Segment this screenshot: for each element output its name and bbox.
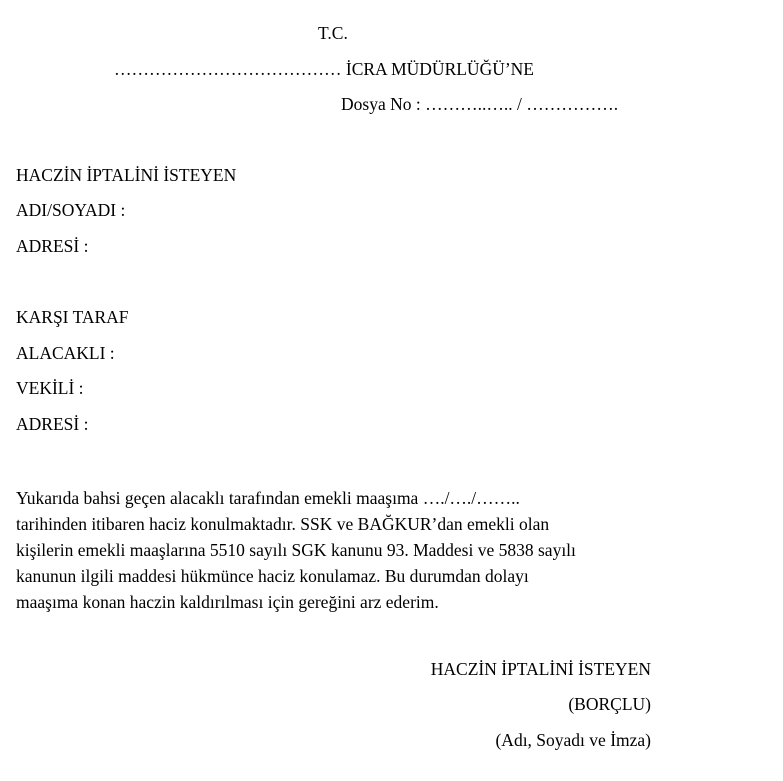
applicant-heading: HACZİN İPTALİNİ İSTEYEN (16, 165, 237, 185)
counterparty-attorney-label: VEKİLİ : (16, 378, 84, 398)
signature-fields: (Adı, Soyadı ve İmza) (495, 730, 651, 750)
petition-body-line: Yukarıda bahsi geçen alacaklı tarafından emekli maaşıma …./…./…….. (16, 488, 520, 508)
counterparty-heading: KARŞI TARAF (16, 307, 129, 327)
petition-body (16, 485, 666, 615)
header-tc: T.C. (318, 23, 348, 43)
applicant-address-label: ADRESİ : (16, 236, 89, 256)
header-office: ………………………………… İCRA MÜDÜRLÜĞÜ’NE (114, 59, 534, 79)
header-file-no: Dosya No : ………..….. / ……………. (341, 94, 619, 114)
petition-body-line: maaşıma konan haczin kaldırılması için gereğini arz ederim. (16, 592, 439, 612)
counterparty-address-label: ADRESİ : (16, 414, 89, 434)
petition-body-line: kanunun ilgili maddesi hükmünce haciz konulamaz. Bu durumdan dolayı (16, 566, 529, 586)
signature-role: (BORÇLU) (568, 694, 651, 714)
counterparty-creditor-label: ALACAKLI : (16, 343, 115, 363)
signature-heading: HACZİN İPTALİNİ İSTEYEN (430, 659, 651, 679)
petition-body-line: kişilerin emekli maaşlarına 5510 sayılı SGK kanunu 93. Maddesi ve 5838 sayılı (16, 540, 576, 560)
applicant-name-label: ADI/SOYADI : (16, 200, 126, 220)
petition-body-line: tarihinden itibaren haciz konulmaktadır. SSK ve BAĞKUR’dan emekli olan (16, 514, 550, 534)
